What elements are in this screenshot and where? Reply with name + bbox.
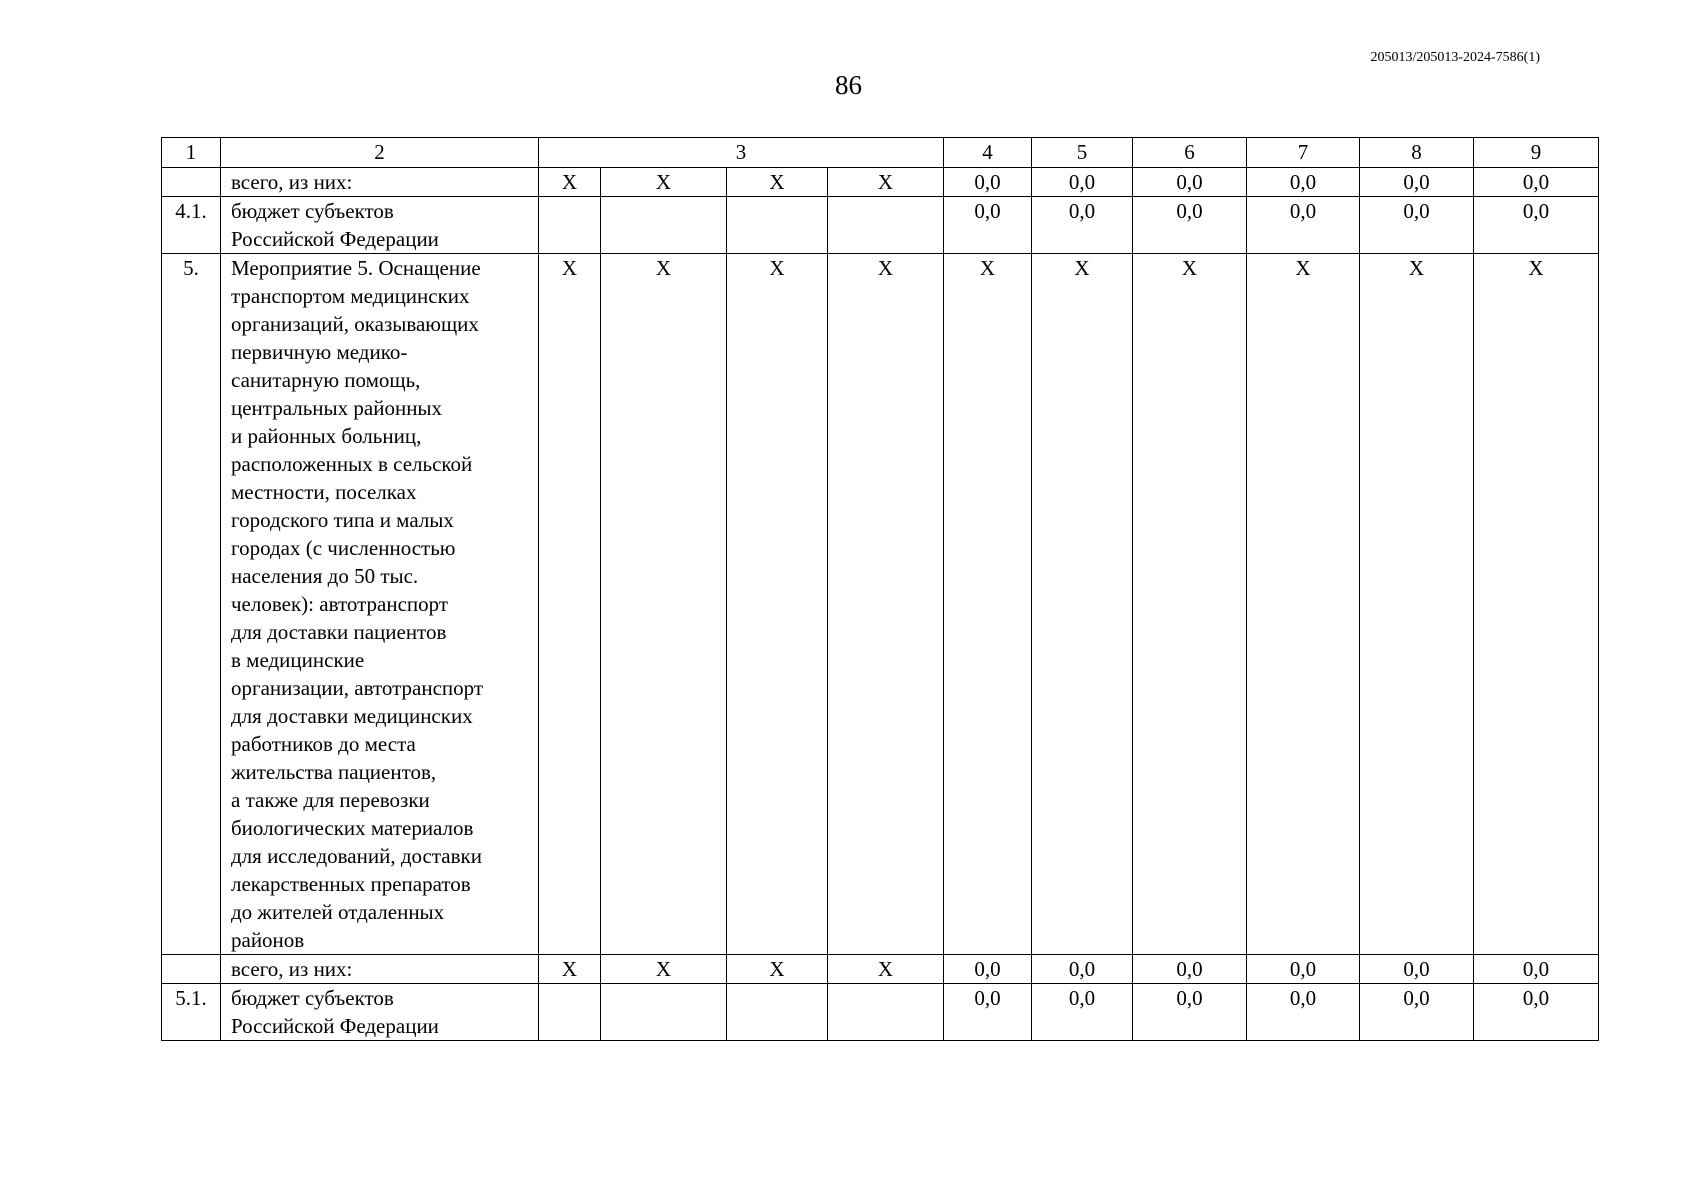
row-name-line: биологических материалов — [231, 816, 474, 840]
table-row — [162, 197, 1599, 254]
cell-value-9: X — [1474, 254, 1599, 955]
row-name-line: Российской Федерации — [231, 227, 439, 251]
row-name: всего, из них: — [221, 955, 539, 984]
row-name-line: для доставки медицинских — [231, 704, 473, 728]
row-name-line: бюджет субъектов — [231, 199, 394, 223]
cell-value-8: 0,0 — [1360, 955, 1474, 984]
cell-c3-4: X — [828, 168, 944, 197]
column-header-2: 2 — [221, 138, 539, 168]
row-name-line: для исследований, доставки — [231, 844, 482, 868]
row-number: 5. — [162, 254, 221, 955]
cell-value-7: 0,0 — [1247, 955, 1360, 984]
column-header-9: 9 — [1474, 138, 1599, 168]
row-name-line: человек): автотранспорт — [231, 592, 449, 616]
cell-c3-3: X — [727, 254, 828, 955]
cell-value-5: 0,0 — [1032, 197, 1133, 254]
cell-c3-3: X — [727, 168, 828, 197]
cell-value-8: X — [1360, 254, 1474, 955]
row-name-line: жительства пациентов, — [231, 760, 437, 784]
cell-value-7: X — [1247, 254, 1360, 955]
table-row — [162, 955, 1599, 984]
cell-value-8: 0,0 — [1360, 984, 1474, 1041]
cell-value-4: 0,0 — [944, 955, 1032, 984]
cell-value-5: 0,0 — [1032, 955, 1133, 984]
row-name-line: санитарную помощь, — [231, 368, 421, 392]
row-number — [162, 168, 221, 197]
row-number — [162, 955, 221, 984]
row-name-line: транспортом медицинских — [231, 284, 470, 308]
row-name-lines — [231, 254, 538, 954]
column-header-1: 1 — [162, 138, 221, 168]
cell-c3-2 — [601, 197, 727, 254]
cell-c3-1: X — [539, 955, 601, 984]
cell-value-4: 0,0 — [944, 197, 1032, 254]
cell-value-5: X — [1032, 254, 1133, 955]
cell-value-9: 0,0 — [1474, 197, 1599, 254]
cell-c3-4: X — [828, 955, 944, 984]
row-name-line: организации, автотранспорт — [231, 676, 484, 700]
cell-c3-3: X — [727, 955, 828, 984]
row-name-line: организаций, оказывающих — [231, 312, 479, 336]
table-row — [162, 254, 1599, 955]
row-name-line: центральных районных — [231, 396, 443, 420]
row-name-lines — [231, 197, 538, 253]
cell-c3-1 — [539, 197, 601, 254]
cell-value-5: 0,0 — [1032, 168, 1133, 197]
cell-c3-3 — [727, 984, 828, 1041]
cell-value-4: X — [944, 254, 1032, 955]
row-name-line: а также для перевозки — [231, 788, 430, 812]
cell-value-6: 0,0 — [1133, 197, 1247, 254]
cell-value-7: 0,0 — [1247, 168, 1360, 197]
cell-value-4: 0,0 — [944, 168, 1032, 197]
row-name-line: Российской Федерации — [231, 1014, 439, 1038]
row-name-line: районов — [231, 928, 305, 952]
row-name-line: бюджет субъектов — [231, 986, 394, 1010]
row-name-line: в медицинские — [231, 648, 365, 672]
column-number-row — [162, 138, 1599, 168]
column-header-3: 3 — [539, 138, 944, 168]
row-number: 4.1. — [162, 197, 221, 254]
table-row — [162, 168, 1599, 197]
row-name-line: расположенных в сельской — [231, 452, 473, 476]
cell-value-5: 0,0 — [1032, 984, 1133, 1041]
column-header-7: 7 — [1247, 138, 1360, 168]
cell-c3-2: X — [601, 955, 727, 984]
column-header-5: 5 — [1032, 138, 1133, 168]
cell-value-9: 0,0 — [1474, 955, 1599, 984]
cell-value-8: 0,0 — [1360, 197, 1474, 254]
row-name-line: работников до места — [231, 732, 416, 756]
budget-table — [161, 137, 1599, 1041]
cell-value-6: 0,0 — [1133, 168, 1247, 197]
cell-value-6: X — [1133, 254, 1247, 955]
cell-c3-1: X — [539, 254, 601, 955]
cell-c3-3 — [727, 197, 828, 254]
cell-value-9: 0,0 — [1474, 984, 1599, 1041]
row-name-line: лекарственных препаратов — [231, 872, 471, 896]
row-name-line: и районных больниц, — [231, 424, 422, 448]
row-name: всего, из них: — [221, 168, 539, 197]
row-name-line: городского типа и малых — [231, 508, 454, 532]
page-number: 86 — [835, 70, 862, 100]
cell-c3-1: X — [539, 168, 601, 197]
row-name — [221, 254, 539, 955]
row-name-line: местности, поселках — [231, 480, 417, 504]
document-id: 205013/205013-2024-7586(1) — [1370, 50, 1540, 65]
cell-c3-2: X — [601, 168, 727, 197]
column-header-6: 6 — [1133, 138, 1247, 168]
row-name — [221, 984, 539, 1041]
row-name-lines — [231, 984, 538, 1040]
cell-value-6: 0,0 — [1133, 955, 1247, 984]
cell-c3-2 — [601, 984, 727, 1041]
table-row — [162, 984, 1599, 1041]
cell-value-7: 0,0 — [1247, 984, 1360, 1041]
row-name-line: Мероприятие 5. Оснащение — [231, 256, 481, 280]
cell-c3-4 — [828, 197, 944, 254]
cell-value-9: 0,0 — [1474, 168, 1599, 197]
column-header-4: 4 — [944, 138, 1032, 168]
cell-c3-4: X — [828, 254, 944, 955]
column-header-8: 8 — [1360, 138, 1474, 168]
cell-value-4: 0,0 — [944, 984, 1032, 1041]
row-number: 5.1. — [162, 984, 221, 1041]
row-name-line: до жителей отдаленных — [231, 900, 445, 924]
row-name-line: для доставки пациентов — [231, 620, 447, 644]
row-name-line: населения до 50 тыс. — [231, 564, 419, 588]
row-name-line: первичную медико- — [231, 340, 408, 364]
row-name-line: городах (с численностью — [231, 536, 456, 560]
cell-value-7: 0,0 — [1247, 197, 1360, 254]
cell-value-6: 0,0 — [1133, 984, 1247, 1041]
row-name — [221, 197, 539, 254]
cell-value-8: 0,0 — [1360, 168, 1474, 197]
cell-c3-1 — [539, 984, 601, 1041]
cell-c3-2: X — [601, 254, 727, 955]
cell-c3-4 — [828, 984, 944, 1041]
